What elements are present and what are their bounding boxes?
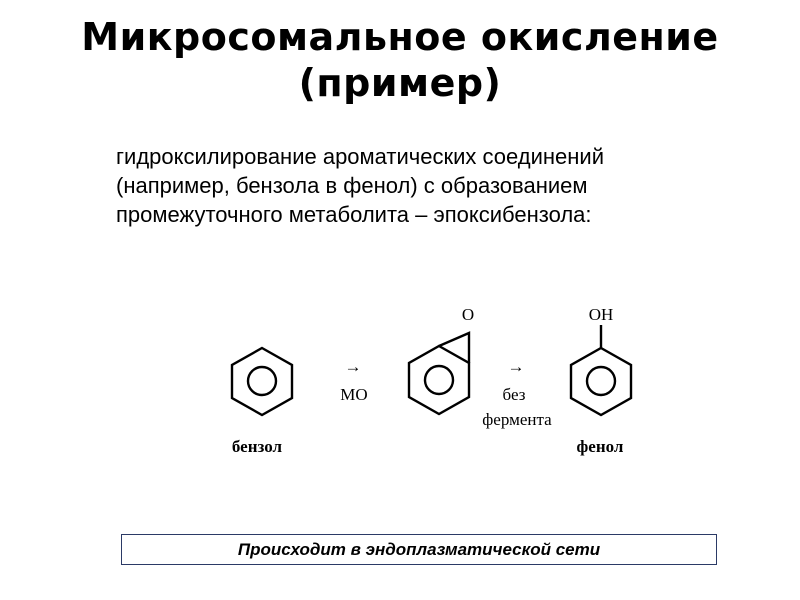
epoxybenzene-ring-hexagon [409, 346, 469, 414]
slide-title-line-1: Микросомальное окисление [81, 15, 719, 59]
epoxide-oxygen-label: O [461, 305, 475, 324]
phenol-structure [571, 325, 631, 415]
phenol-ring-circle [587, 367, 615, 395]
body-text-line-1: гидроксилирование ароматических соединений [116, 144, 604, 169]
arrow-1-symbol: → [344, 357, 362, 376]
arrow-2-label-line-2: фермента [482, 410, 552, 429]
arrow-2-symbol: → [507, 357, 525, 376]
arrow-2-label-line-1: без [502, 385, 526, 404]
phenol-label: фенол [576, 437, 624, 456]
slide-title-line-2: (пример) [298, 61, 502, 105]
location-note-text: Происходит в эндоплазматической сети [237, 539, 601, 559]
benzene-ring-hexagon [232, 348, 292, 415]
benzene-ring-circle [248, 367, 276, 395]
phenol-oh-label: OH [588, 305, 614, 324]
arrow-1-label: МО [340, 385, 368, 404]
epoxybenzene-structure [409, 333, 469, 414]
benzene-label: бензол [231, 437, 283, 456]
benzene-structure [232, 348, 292, 415]
location-note-box [121, 534, 717, 565]
body-text-line-3: промежуточного метаболита – эпоксибензола: [116, 202, 592, 227]
phenol-ring-hexagon [571, 348, 631, 415]
epoxybenzene-ring-circle [425, 366, 453, 394]
body-text-line-2: (например, бензола в фенол) с образованием [116, 173, 588, 198]
